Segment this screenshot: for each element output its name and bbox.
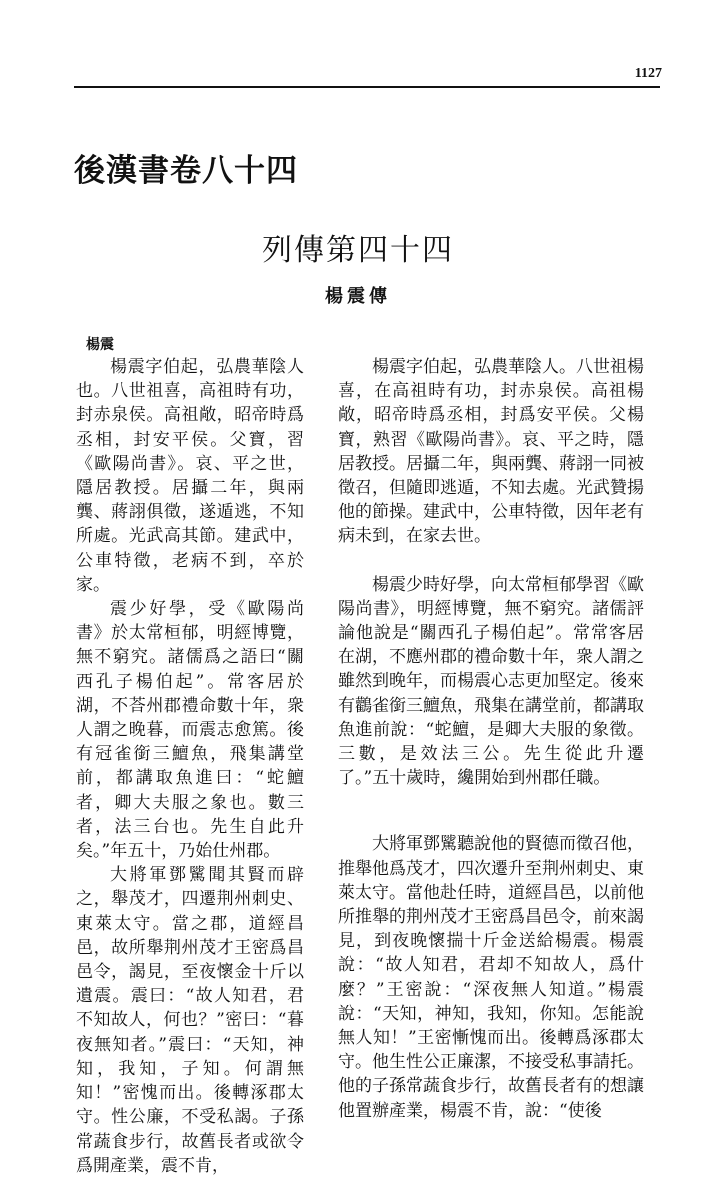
translation-column xyxy=(338,355,644,1123)
classical-text-column xyxy=(76,355,304,1178)
page-number: 1127 xyxy=(634,66,662,81)
translation-paragraph: 大將軍鄧騭聽說他的賢德而徵召他，推舉他爲茂才，四次遷升至荆州刺史、東萊太守。當他赴任時，道經昌邑，以前他所推舉的荆州茂才王密爲昌邑令，前來謁見，到夜晚懷揣十斤金送給楊震。楊震說：“故人知君，君却不知故人，爲什麼？”王密說：“深夜無人知道。”楊震說：“天知，神知，我知，你知。怎能說無人知！”王密慚愧而出。後轉爲涿郡太守。他生性公正廉潔，不接受私事請托。他的子孫常蔬食步行，故舊長者有的想讓他置辦產業，楊震不肯，說：“使後 xyxy=(338,834,644,1121)
book-title: 後漢書卷八十四 xyxy=(74,153,298,189)
section-heading: 楊震 xyxy=(86,337,114,353)
biography-title: 楊震傳 xyxy=(325,286,391,307)
translation-paragraph: 楊震少時好學，向太常桓郁學習《歐陽尚書》，明經博覽，無不窮究。諸儒評論他說是“關西孔子楊伯起”。常常客居在湖，不應州郡的禮命數十年，衆人謂之雖然到晚年，而楊震心志更加堅定。後來有鸛雀銜三鱣魚，飛集在講堂前，都講取魚進前說：“蛇鱣，是卿大夫服的象徵。三數，是效法三公。先生從此升遷了。”五十歲時，纔開始到州郡任職。 xyxy=(338,574,644,789)
chapter-title: 列傳第四十四 xyxy=(262,233,454,268)
classical-paragraph: 楊震字伯起，弘農華陰人也。八世祖喜，高祖時有功，封赤泉侯。高祖敞，昭帝時爲丞相，封安平侯。父寶，習《歐陽尚書》。哀、平之世，隱居教授。居攝二年，與兩龔、蔣詡俱徵，遂遁逃，不知所處。光武高其節。建武中，公車特徵，老病不到，卒於家。 xyxy=(76,357,304,595)
translation-paragraph: 楊震字伯起，弘農華陰人。八世祖楊喜，在高祖時有功，封赤泉侯。高祖楊敞，昭帝時爲丞相，封爲安平侯。父楊寶，熟習《歐陽尚書》。哀、平之時，隱居教授。居攝二年，與兩龔、蔣詡一同被徵召，但隨即逃遁，不知去處。光武贊揚他的節操。建武中，公車特徵，因年老有病未到，在家去世。 xyxy=(338,357,644,547)
classical-paragraph: 大將軍鄧騭聞其賢而辟之，舉茂才，四遷荆州刺史、東萊太守。當之郡，道經昌邑，故所舉荆州茂才王密爲昌邑令，謁見，至夜懷金十斤以遺震。震曰：“故人知君，君不知故人，何也？”密曰：“暮夜無知者。”震曰：“天知，神知，我知，子知。何謂無知！”密愧而出。後轉涿郡太守。性公廉，不受私謁。子孫常蔬食步行，故舊長者或欲令爲開產業，震不肯， xyxy=(76,865,304,1176)
classical-paragraph: 震少好學，受《歐陽尚書》於太常桓郁，明經博覽，無不窮究。諸儒爲之語曰“關西孔子楊伯起”。常客居於湖，不荅州郡禮命數十年，衆人謂之晚暮，而震志愈篤。後有冠雀銜三鱣魚，飛集講堂前，都講取魚進曰：“蛇鱣者，卿大夫服之象也。數三者，法三台也。先生自此升矣。”年五十，乃始仕州郡。 xyxy=(76,599,304,862)
header-rule xyxy=(74,86,660,88)
